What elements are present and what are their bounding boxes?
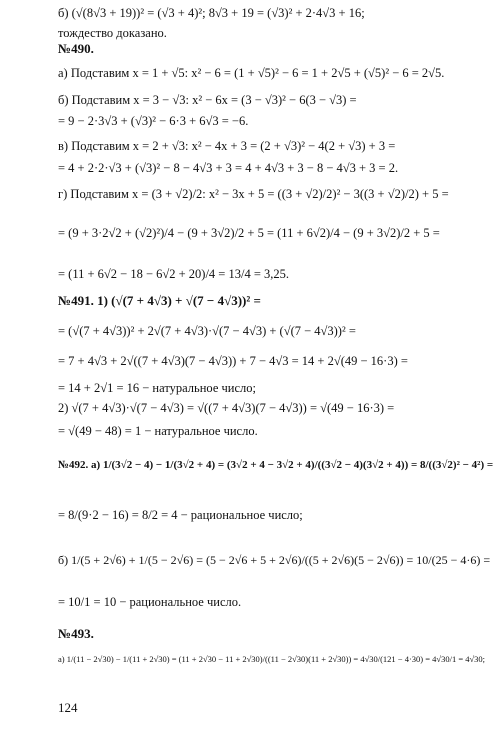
line-13: = (√(7 + 4√3))² + 2√(7 + 4√3)·√(7 − 4√3) + (√(7 − 4√3))² = bbox=[58, 324, 356, 338]
line-8: = 4 + 2·2·√3 + (√3)² − 8 − 4√3 + 3 = 4 + 4√3 + 3 − 8 − 4√3 + 3 = 2. bbox=[58, 161, 399, 175]
line-20: б) 1/(5 + 2√6) + 1/(5 − 2√6) = (5 − 2√6 + 5 + 2√6)/((5 + 2√6)(5 − 2√6)) = 10/(25 − 4·6) = bbox=[58, 553, 491, 567]
line-15: = 14 + 2√1 = 16 − натуральное число; bbox=[58, 381, 256, 395]
heading-490: №490. bbox=[58, 41, 94, 56]
line-6: = 9 − 2·3√3 + (√3)² − 6·3 + 6√3 = −6. bbox=[58, 114, 249, 128]
line-1: б) (√(8√3 + 19))² = (√3 + 4)²; 8√3 + 19 = (√3)² + 2·4√3 + 16; bbox=[58, 6, 365, 20]
line-11: = (11 + 6√2 − 18 − 6√2 + 20)/4 = 13/4 = 3,25. bbox=[58, 267, 289, 281]
line-7: в) Подставим x = 2 + √3: x² − 4x + 3 = (2 + √3)² − 4(2 + √3) + 3 = bbox=[58, 139, 396, 153]
line-23: а) 1/(11 − 2√30) − 1/(11 + 2√30) = (11 + 2√30 − 11 + 2√30)/((11 − 2√30)(11 + 2√30)) = 4√30/(121 − 4·30) = 4√30/1 = 4√30; bbox=[58, 654, 486, 664]
line-10: = (9 + 3·2√2 + (√2)²)/4 − (9 + 3√2)/2 + 5 = (11 + 6√2)/4 − (9 + 3√2)/2 + 5 = bbox=[58, 226, 440, 240]
heading-493: №493. bbox=[58, 626, 94, 641]
heading-491: №491. 1) (√(7 + 4√3) + √(7 − 4√3))² = bbox=[58, 293, 261, 308]
line-14: = 7 + 4√3 + 2√((7 + 4√3)(7 − 4√3)) + 7 − 4√3 = 14 + 2√(49 − 16·3) = bbox=[58, 354, 408, 368]
page-number: 124 bbox=[58, 700, 78, 715]
line-2: тождество доказано. bbox=[58, 26, 167, 40]
line-17: = √(49 − 48) = 1 − натуральное число. bbox=[58, 424, 258, 438]
line-9: г) Подставим x = (3 + √2)/2: x² − 3x + 5 = ((3 + √2)/2)² − 3((3 + √2)/2) + 5 = bbox=[58, 187, 449, 201]
line-4: а) Подставим x = 1 + √5: x² − 6 = (1 + √5)² − 6 = 1 + 2√5 + (√5)² − 6 = 2√5. bbox=[58, 66, 445, 80]
heading-492: №492. а) 1/(3√2 − 4) − 1/(3√2 + 4) = (3√2 + 4 − 3√2 + 4)/((3√2 − 4)(3√2 + 4)) = 8/((3√2)² − 4²) = bbox=[58, 459, 494, 471]
line-5: б) Подставим x = 3 − √3: x² − 6x = (3 − √3)² − 6(3 − √3) = bbox=[58, 93, 357, 107]
line-16: 2) √(7 + 4√3)·√(7 − 4√3) = √((7 + 4√3)(7 − 4√3)) = √(49 − 16·3) = bbox=[58, 401, 395, 415]
line-21: = 10/1 = 10 − рациональное число. bbox=[58, 595, 242, 609]
line-19: = 8/(9·2 − 16) = 8/2 = 4 − рациональное число; bbox=[58, 508, 303, 522]
